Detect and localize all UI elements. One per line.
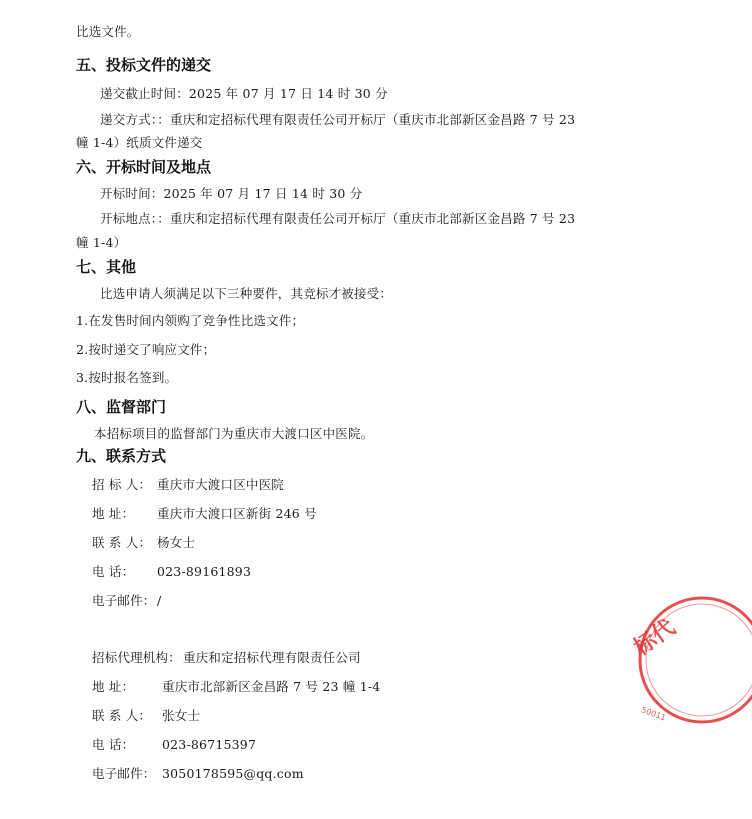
tenderer-value: 重庆市大渡口区中医院 <box>157 477 285 492</box>
agency-contact-label: 联 系 人： <box>92 708 152 723</box>
other-intro: 比选申请人须满足以下三种要件，其竞标才被接受： <box>100 286 393 301</box>
opening-place-line1: 开标地点：：重庆和定招标代理有限责任公司开标厅（重庆市北部新区金昌路 7 号 23 <box>100 211 576 226</box>
svg-text:标代: 标代 <box>629 614 681 661</box>
agency-address: 重庆市北部新区金昌路 7 号 23 幢 1-4 <box>162 679 381 694</box>
tenderer-contact-label: 联 系 人： <box>92 535 152 550</box>
tenderer-email: / <box>157 593 162 608</box>
supervision-text: 本招标项目的监督部门为重庆市大渡口区中医院。 <box>94 426 374 441</box>
opening-place-line2: 幢 1-4） <box>76 235 127 250</box>
agency-address-label: 地 址： <box>92 679 135 694</box>
list-item: 1.在发售时间内领购了竞争性比选文件； <box>76 313 305 328</box>
submission-deadline: 递交截止时间：2025 年 07 月 17 日 14 时 30 分 <box>100 86 388 101</box>
section-heading-contact: 九、联系方式 <box>76 447 167 465</box>
agency-label: 招标代理机构： <box>92 650 181 665</box>
company-seal-stamp <box>629 590 752 740</box>
list-item: 3.按时报名签到。 <box>76 370 178 385</box>
tenderer-phone-label: 电 话： <box>92 564 135 579</box>
tenderer-address-label: 地 址： <box>92 506 135 521</box>
agency-phone-label: 电 话： <box>92 737 135 752</box>
section-heading-opening: 六、开标时间及地点 <box>76 158 212 176</box>
tenderer-address: 重庆市大渡口区新街 246 号 <box>157 506 317 521</box>
opening-time: 开标时间：2025 年 07 月 17 日 14 时 30 分 <box>100 186 363 201</box>
list-item: 2.按时递交了响应文件； <box>76 342 216 357</box>
agency-phone: 023-86715397 <box>162 737 257 752</box>
agency-value: 重庆和定招标代理有限责任公司 <box>183 650 361 665</box>
tenderer-contact: 杨女士 <box>157 535 196 550</box>
tenderer-label: 招 标 人： <box>92 477 152 492</box>
section-heading-supervision: 八、监督部门 <box>76 398 167 416</box>
svg-text:50011: 50011 <box>640 705 668 723</box>
section-heading-other: 七、其他 <box>76 258 137 276</box>
agency-contact: 张女士 <box>162 708 201 723</box>
section-heading-submission: 五、投标文件的递交 <box>76 56 212 74</box>
submission-method-line1: 递交方式：：重庆和定招标代理有限责任公司开标厅（重庆市北部新区金昌路 7 号 23 <box>100 112 576 127</box>
agency-email: 3050178595@qq.com <box>162 766 304 781</box>
intro-tail: 比选文件。 <box>76 24 140 39</box>
submission-method-line2: 幢 1-4）纸质文件递交 <box>76 135 203 150</box>
agency-email-label: 电子邮件： <box>92 766 156 781</box>
tenderer-email-label: 电子邮件： <box>92 593 156 608</box>
tenderer-phone: 023-89161893 <box>157 564 252 579</box>
